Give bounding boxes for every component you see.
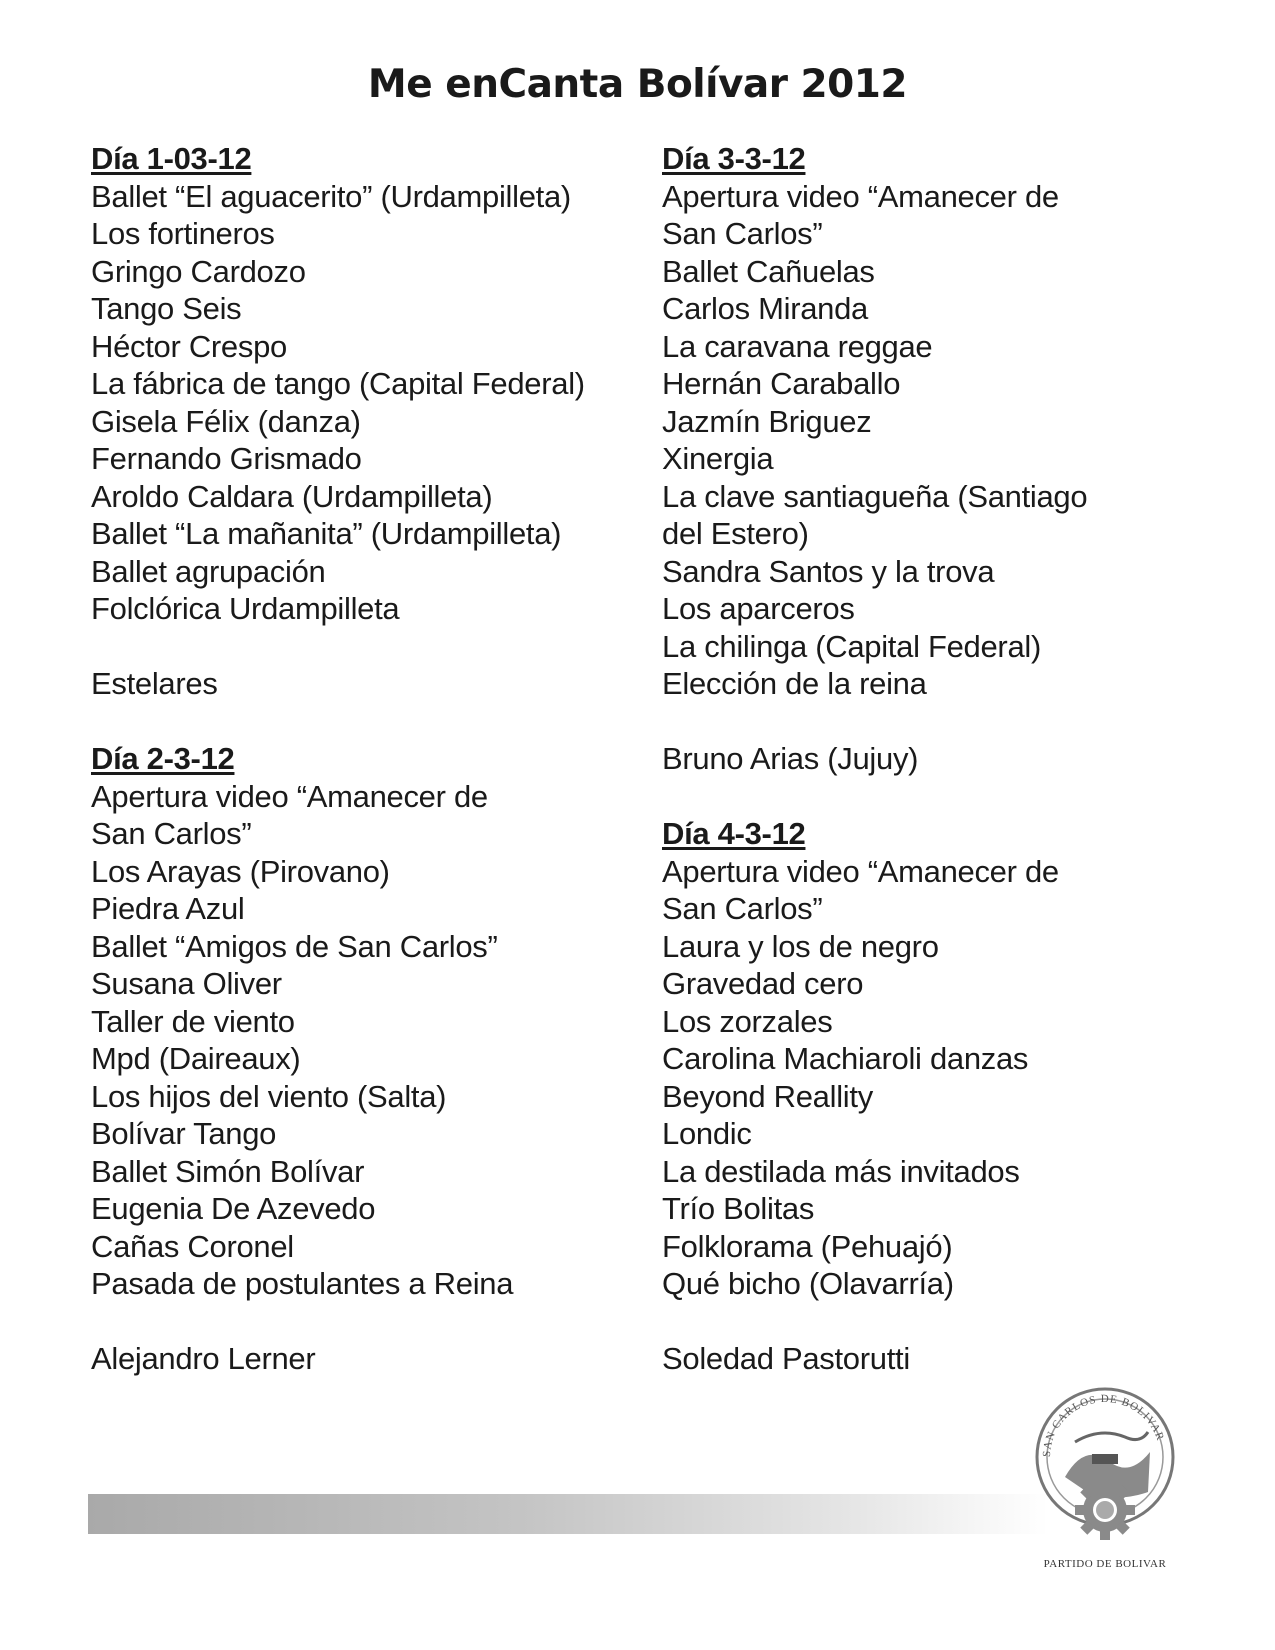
program-item: Ballet “El aguacerito” (Urdampilleta) — [91, 178, 571, 214]
program-item: La clave santiagueña (Santiago del Estero) — [662, 478, 1088, 551]
program-item: Ballet agrupación Folclórica Urdampilleta — [91, 553, 400, 626]
program-item: La caravana reggae — [662, 328, 933, 364]
right-column — [662, 140, 1182, 1378]
day1-heading: Día 1-03-12 — [91, 141, 252, 176]
program-item: Los aparceros — [662, 591, 855, 626]
program-item: Laura y los de negro — [662, 928, 939, 964]
seal-ring-text: SAN CARLOS DE BOLIVAR — [1040, 1393, 1167, 1458]
program-item: Los hijos del viento (Salta) — [91, 1078, 447, 1114]
program-item: Los zorzales — [662, 1003, 833, 1039]
day4-heading: Día 4-3-12 — [662, 816, 806, 851]
program-item: Ballet Cañuelas — [662, 253, 875, 289]
program-item: Piedra Azul — [91, 891, 245, 926]
program-item: Gravedad cero — [662, 966, 864, 1001]
day2-heading: Día 2-3-12 — [91, 741, 235, 776]
program-item: Hernán Caraballo — [662, 366, 901, 401]
program-item: Susana Oliver — [91, 966, 282, 1001]
program-item: Los Arayas (Pirovano) — [91, 853, 390, 889]
program-item: Jazmín Briguez — [662, 403, 872, 439]
program-item: Apertura video “Amanecer de San Carlos” — [91, 778, 488, 851]
program-item: Ballet Simón Bolívar — [91, 1153, 365, 1189]
day1-headliner: Estelares — [91, 666, 218, 701]
program-item: Elección de la reina — [662, 666, 927, 701]
day4-headliner: Soledad Pastorutti — [662, 1341, 910, 1376]
seal-caption: PARTIDO DE BOLIVAR — [1043, 1558, 1167, 1570]
program-item: Londic — [662, 1116, 752, 1151]
program-item: Aroldo Caldara (Urdampilleta) — [91, 478, 493, 514]
program-item: Bolívar Tango — [91, 1116, 277, 1151]
footer-gradient-bar — [88, 1494, 1048, 1534]
program-item: Xinergia — [662, 441, 774, 476]
program-item: La fábrica de tango (Capital Federal) — [91, 366, 585, 401]
program-item: Apertura video “Amanecer de San Carlos” — [662, 853, 1059, 926]
program-item: Gringo Cardozo — [91, 253, 306, 289]
program-item: Pasada de postulantes a Reina — [91, 1266, 514, 1301]
program-item: Taller de viento — [91, 1003, 295, 1039]
program-item: Mpd (Daireaux) — [91, 1041, 301, 1076]
day3-headliner: Bruno Arias (Jujuy) — [662, 741, 919, 776]
day2-headliner: Alejandro Lerner — [91, 1341, 316, 1376]
program-item: Qué bicho (Olavarría) — [662, 1266, 954, 1301]
program-item: Apertura video “Amanecer de San Carlos” — [662, 178, 1059, 251]
program-item: La chilinga (Capital Federal) — [662, 628, 1041, 664]
left-column — [91, 140, 611, 1378]
program-item: Folklorama (Pehuajó) — [662, 1228, 953, 1264]
program-item: Héctor Crespo — [91, 328, 287, 364]
program-item: Trío Bolitas — [662, 1191, 815, 1226]
program-item: Los fortineros — [91, 216, 275, 251]
program-item: Cañas Coronel — [91, 1228, 294, 1264]
program-item: La destilada más invitados — [662, 1153, 1020, 1189]
program-item: Gisela Félix (danza) — [91, 403, 361, 439]
program-item: Fernando Grismado — [91, 441, 362, 476]
program-item: Carolina Machiaroli danzas — [662, 1041, 1029, 1076]
program-item: Ballet “Amigos de San Carlos” — [91, 928, 498, 964]
program-item: Beyond Reallity — [662, 1078, 873, 1114]
program-item: Ballet “La mañanita” (Urdampilleta) — [91, 516, 562, 551]
program-item: Sandra Santos y la trova — [662, 553, 995, 589]
program-item: Carlos Miranda — [662, 291, 868, 326]
page-title: Me enCanta Bolívar 2012 — [367, 62, 908, 107]
municipal-seal-icon — [1030, 1382, 1180, 1552]
program-item: Tango Seis — [91, 291, 242, 326]
program-item: Eugenia De Azevedo — [91, 1191, 376, 1226]
day3-heading: Día 3-3-12 — [662, 141, 806, 176]
